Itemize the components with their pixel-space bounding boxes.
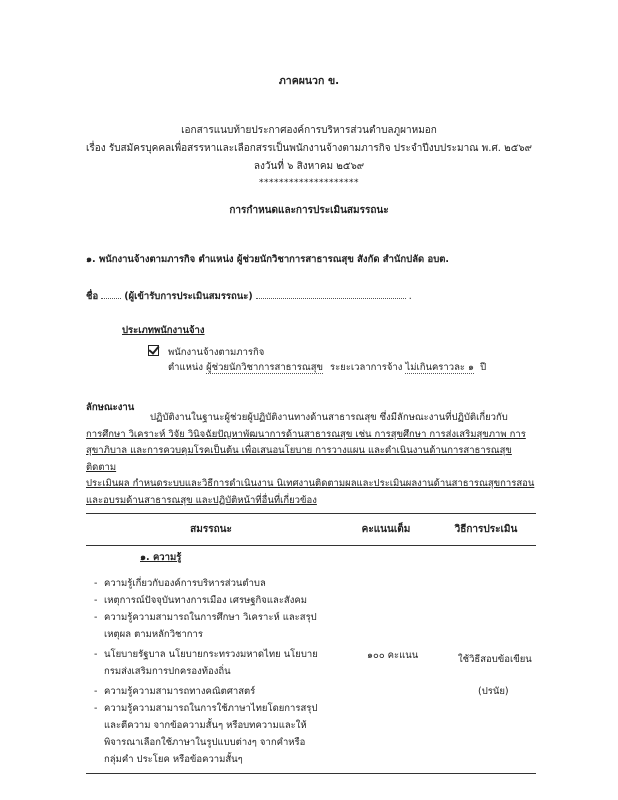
employee-term-value: ไม่เกินคราวละ ๑ — [405, 362, 475, 373]
bullet-dash: - — [94, 686, 98, 697]
header-full-score: คะแนนเต็ม — [336, 514, 436, 546]
header-method: วิธีการประเมิน — [436, 514, 536, 546]
name-dots-right — [256, 289, 406, 299]
employee-type-heading: ประเภทพนักงานจ้าง — [122, 325, 205, 336]
name-period: . — [408, 291, 412, 302]
employee-position-value: ผู้ช่วยนักวิชาการสาธารณสุข — [206, 362, 324, 373]
document-subject: เรื่อง รับสมัครบุคคลเพื่อสรรหาและเลือกสรรเป็นพนักงานจ้างตามภารกิจ ประจำปีงบประมาณ พ.ศ. ๒๕๖๙ — [85, 143, 532, 154]
item-text: และตีความ จากข้อความสั้นๆ หรือบทความและให้ — [104, 720, 307, 731]
employee-type-option — [148, 345, 264, 360]
job-line-5: และอบรมด้านสาธารณสุข และปฏิบัติหน้าที่อื่นที่เกี่ยวข้อง — [86, 494, 317, 506]
item-text: กลุ่มคำ ประโยค หรือข้อความสั้นๆ — [104, 754, 243, 765]
item-text: ความรู้ความสามารถในการใช้ภาษาไทยโดยการสรุป — [104, 703, 318, 714]
name-hint: (ผู้เข้ารับการประเมินสมรรถนะ) — [124, 291, 253, 302]
job-line-2: การศึกษา วิเคราะห์ วิจัย วินิจฉัยปัญหาพัฒนาการด้านสาธารณสุข เช่น การสุขศึกษา การส่งเสริมสุขภาพ การ — [86, 428, 526, 440]
position-line: ๑. พนักงานจ้างตามภารกิจ ตำแหน่ง ผู้ช่วยนักวิชาการสาธารณสุข สังกัด สำนักปลัด อบต. — [86, 254, 450, 265]
document-title: เอกสารแนบท้ายประกาศองค์การบริหารส่วนตำบลภูผาหมอก — [181, 125, 437, 136]
bullet-dash: - — [94, 649, 98, 660]
job-description — [86, 410, 538, 509]
item-text: ความรู้ความสามารถในการศึกษา วิเคราะห์ และสรุป — [104, 612, 317, 623]
section-title: การกำหนดและการประเมินสมรรถนะ — [229, 205, 389, 216]
item-text: ความรู้ความสามารถทางคณิตศาสตร์ — [104, 686, 256, 697]
bullet-dash: - — [94, 595, 98, 606]
list-item — [94, 700, 354, 768]
item-text: พิจารณาเลือกใช้ภาษาในรูปแบบต่างๆ จากคำหรือ — [104, 737, 306, 748]
list-item — [94, 592, 354, 609]
annex-label: ภาคผนวก ข. — [278, 75, 340, 87]
bullet-dash: - — [94, 612, 98, 623]
method-value-1: ใช้วิธีสอบข้อเขียน — [458, 654, 532, 665]
list-item — [94, 609, 354, 643]
table-header-row — [86, 514, 536, 546]
item-text: กรมส่งเสริมการปกครองท้องถิ่น — [104, 666, 231, 677]
job-heading: ลักษณะงาน — [86, 402, 135, 413]
list-item — [94, 683, 354, 700]
employee-type-option-label: พนักงานจ้างตามภารกิจ — [168, 347, 265, 358]
job-line-1: ปฏิบัติงานในฐานะผู้ช่วยผู้ปฏิบัติงานทางด้านสาธารณสุข ซึ่งมีลักษณะงานที่ปฏิบัติเกี่ยวกับ — [150, 412, 508, 423]
item-text: เหตุผล ตามหลักวิชาการ — [104, 629, 203, 640]
employee-position-row — [168, 362, 486, 375]
employee-position-label: ตำแหน่ง — [168, 362, 204, 373]
table-bottom-border — [86, 773, 536, 774]
bullet-dash: - — [94, 703, 98, 714]
item-text: เหตุการณ์ปัจจุบันทางการเมือง เศรษฐกิจและสังคม — [104, 595, 307, 606]
document-date: ลงวันที่ ๖ สิงหาคม ๒๕๖๙ — [253, 161, 365, 172]
full-score-value: ๑๐๐ คะแนน — [367, 650, 419, 661]
job-line-3: สุขาภิบาล และการควบคุมโรคเป็นต้น เพื่อเสนอนโยบาย การวางแผน และดำเนินงานด้านการสาธารณสุข ติดตาม — [86, 445, 512, 473]
name-label: ชื่อ — [86, 291, 99, 302]
job-line-4: ประเมินผล กำหนดระบบและวิธีการดำเนินงาน นิเทศงานติดตามผลและประเมินผลงานด้านสาธารณสุขการสอน — [86, 478, 535, 489]
item-text: ความรู้เกี่ยวกับองค์การบริหารส่วนตำบล — [104, 578, 266, 589]
competency-table — [86, 513, 536, 546]
bullet-dash: - — [94, 578, 98, 589]
knowledge-section-label: ๑. ความรู้ — [140, 552, 182, 563]
list-item — [94, 575, 354, 592]
employee-term-label: ระยะเวลาการจ้าง — [330, 362, 403, 373]
name-dots-left — [101, 289, 121, 299]
list-item — [94, 646, 354, 680]
item-text: นโยบายรัฐบาล นโยบายกระทรวงมหาดไทย นโยบาย — [104, 649, 318, 660]
checked-checkbox-icon — [148, 345, 159, 356]
header-competency: สมรรถนะ — [86, 514, 336, 546]
name-row — [86, 289, 412, 304]
method-value-2: (ปรนัย) — [478, 686, 509, 697]
employee-term-unit: ปี — [480, 362, 487, 373]
separator-stars: ******************** — [259, 178, 359, 188]
